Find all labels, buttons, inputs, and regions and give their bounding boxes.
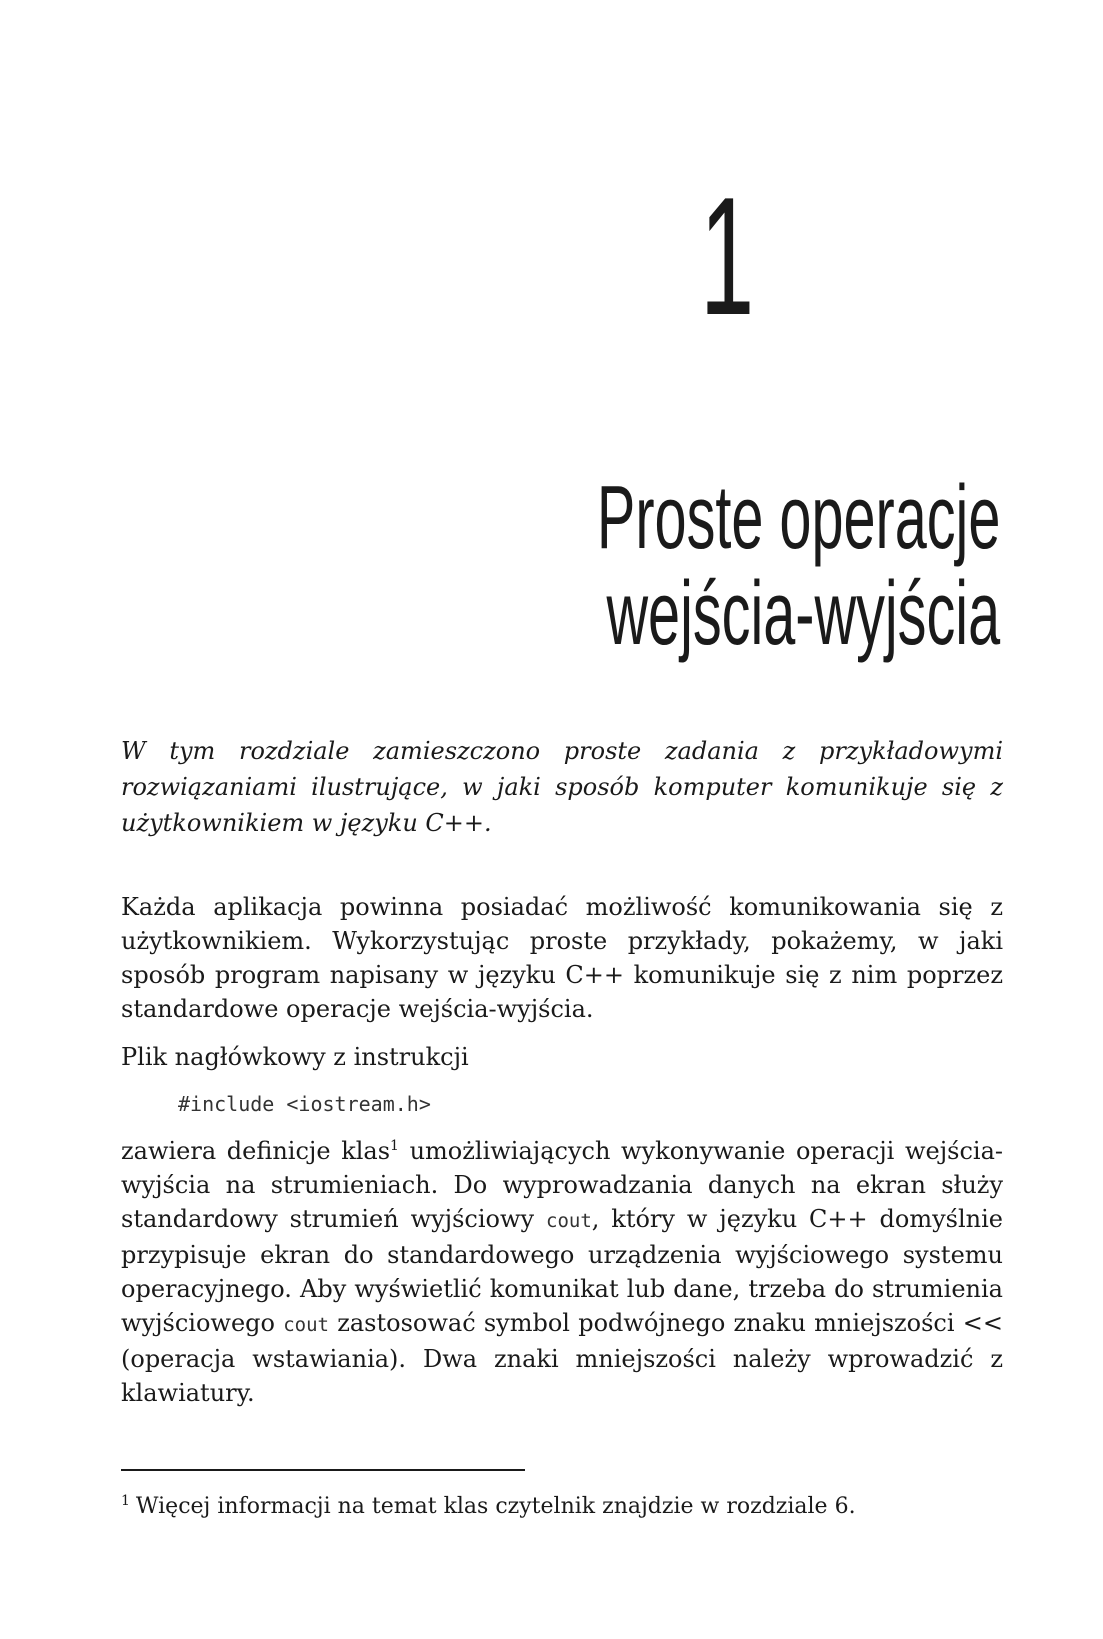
inline-code-cout-2: cout <box>283 1314 329 1336</box>
code-include-line: #include <iostream.h> <box>178 1092 431 1116</box>
paragraph-streams-part-d: zastosować symbol podwójnego znaku mniejszości << (operacja wstawiania). Dwa znaki mniejszości należy wprowadzić z klawiatury. <box>121 1309 1003 1407</box>
paragraph-streams-part-a: zawiera definicje klas <box>121 1137 391 1165</box>
chapter-lead: W tym rozdziale zamieszczono proste zadania z przykładowymi rozwiązaniami ilustrujące, w jaki sposób komputer komunikuje się z użytkownikiem w języku C++. <box>121 737 1003 837</box>
footnote-reference[interactable]: 1 <box>390 1138 399 1154</box>
paragraph-streams-part-c: , który w języku C++ domyślnie przypisuje ekran do standardowego urządzenia wyjściowego systemu operacyjnego. Aby wyświetlić komunikat lub dane, trzeba do strumienia wyjściowego <box>121 1205 1003 1337</box>
footnote-text: Więcej informacji na temat klas czytelnik znajdzie w rozdziale 6. <box>135 1494 856 1519</box>
paragraph-intro: Każda aplikacja powinna posiadać możliwość komunikowania się z użytkownikiem. Wykorzystując proste przykłady, pokażemy, w jaki sposób program napisany w języku C++ komunikuje się z nim poprzez standardowe operacje wejścia-wyjścia. <box>121 893 1003 1023</box>
chapter-title <box>300 470 1000 662</box>
inline-code-cout: cout <box>546 1210 592 1232</box>
chapter-title-line-2: wejścia-wyjścia <box>606 564 1000 664</box>
chapter-number: 1 <box>700 162 755 350</box>
chapter-title-line-1: Proste operacje <box>596 468 1000 568</box>
footnote <box>121 1492 1003 1522</box>
paragraph-header-file: Plik nagłówkowy z instrukcji <box>121 1043 469 1071</box>
paragraph-streams-part-b: umożliwiających wykonywanie operacji wejścia-wyjścia na strumieniach. Do wyprowadzania danych na ekran służy standardowy strumień wyjściowy <box>121 1137 1003 1233</box>
footnote-number: 1 <box>121 1492 130 1509</box>
paragraph-streams <box>121 1134 1003 1410</box>
footnote-divider <box>121 1469 525 1471</box>
